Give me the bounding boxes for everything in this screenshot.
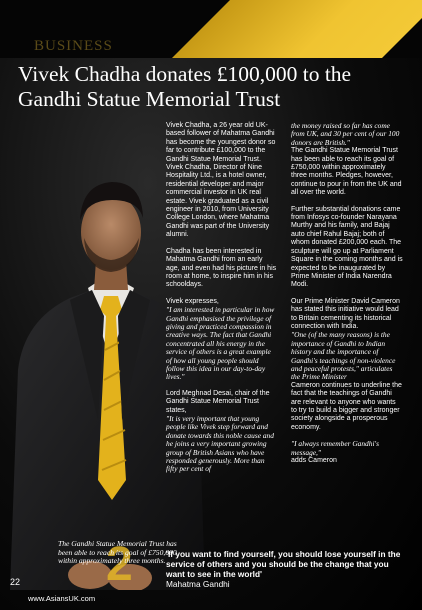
website-link[interactable]: www.AsiansUK.com: [28, 594, 96, 603]
paragraph: Our Prime Minister David Cameron has stated this initiative would lead to Britain cementing its historical connection with India.: [291, 297, 400, 330]
page-number: 22: [10, 577, 21, 587]
featured-quote-author: Mahatma Gandhi: [166, 579, 230, 589]
featured-quote: [166, 549, 406, 589]
paragraph: Further substantial donations came from Infosys co-founder Narayana Murthy and his family, and Bajaj auto chief Rahul Bajaj; both of whom donated £200,000 each. The sculpture will go up at Parliament Square in the coming months and is expected to be inaugurated by Prime Minister of India Narendra Modi.: [291, 205, 403, 289]
decorative-numeral: 2: [106, 538, 133, 591]
quote-paragraph: "One (of the many reasons) is the importance of Gandhi to Indian history and the importance of Gandhi's teachings of non-violence and peaceful protests," articulates the Prime Minister: [291, 330, 396, 382]
paragraph: Lord Meghnad Desai, chair of the Gandhi Statue Memorial Trust states,: [166, 389, 270, 414]
paragraph: Chadha has been interested in Mahatma Gandhi from an early age, and even had his picture in his room at home, to inspire him in his schooldays.: [166, 247, 277, 289]
paragraph: Cameron continues to underline the fact that the teachings of Gandhi are relevant to anyone who wants to try to build a bigger and stronger society alongside a prosperous economy.: [291, 381, 402, 431]
headline: Vivek Chadha donates £100,000 to the Gandhi Statue Memorial Trust: [18, 62, 352, 111]
quote-paragraph: "I always remember Gandhi's message,": [291, 439, 379, 457]
article-column-2: [291, 122, 403, 473]
paragraph: Vivek Chadha, a 26 year old UK-based follower of Mahatma Gandhi has become the youngest donor so far to contribute £100,000 to the Gandhi Statue Memorial Trust. Vivek Chadha, Director of Nine Hospitality Ltd., is a hotel owner, residential developer and major commercial investor in UK real estate. Vivek graduated as a civil engineer in 2010, from University College London, where Mahatma Gandhi was part of the University alumni.: [166, 122, 276, 239]
paragraph: adds Cameron: [291, 457, 337, 465]
paragraph: The Gandhi Statue Memorial Trust has been able to reach its goal of £750,000 within approximately three months. Pledges, however, continue to pour in from the UK and all over the world.: [291, 147, 402, 197]
quote-paragraph: "It is very important that young people like Vivek step forward and donate towards this noble cause and he joins a very important growing group of British Asians who have responded generously. More than fifty per cent of: [166, 414, 274, 474]
paragraph: Vivek expresses,: [166, 297, 219, 305]
quote-paragraph: the money raised so far has come from UK, and 30 per cent of our 100 donors are British.": [291, 121, 400, 147]
pull-quote: The Gandhi Statue Memorial Trust has been able to reach its goal of £750,000 within approximately three months.: [58, 539, 177, 566]
section-label: BUSINESS: [34, 38, 113, 54]
quote-paragraph: "I am interested in particular in how Gandhi emphasised the privilege of giving and practiced compassion in creative ways. The fact that Gandhi concentrated all his energy in the service of others is a great example of how all young people should follow this idea in our day-to-day lives.": [166, 305, 275, 382]
featured-quote-text: 'If you want to find yourself, you should lose yourself in the service of others and you should be the change that you want to see in the world': [166, 549, 401, 579]
article-column-1: [166, 122, 277, 482]
